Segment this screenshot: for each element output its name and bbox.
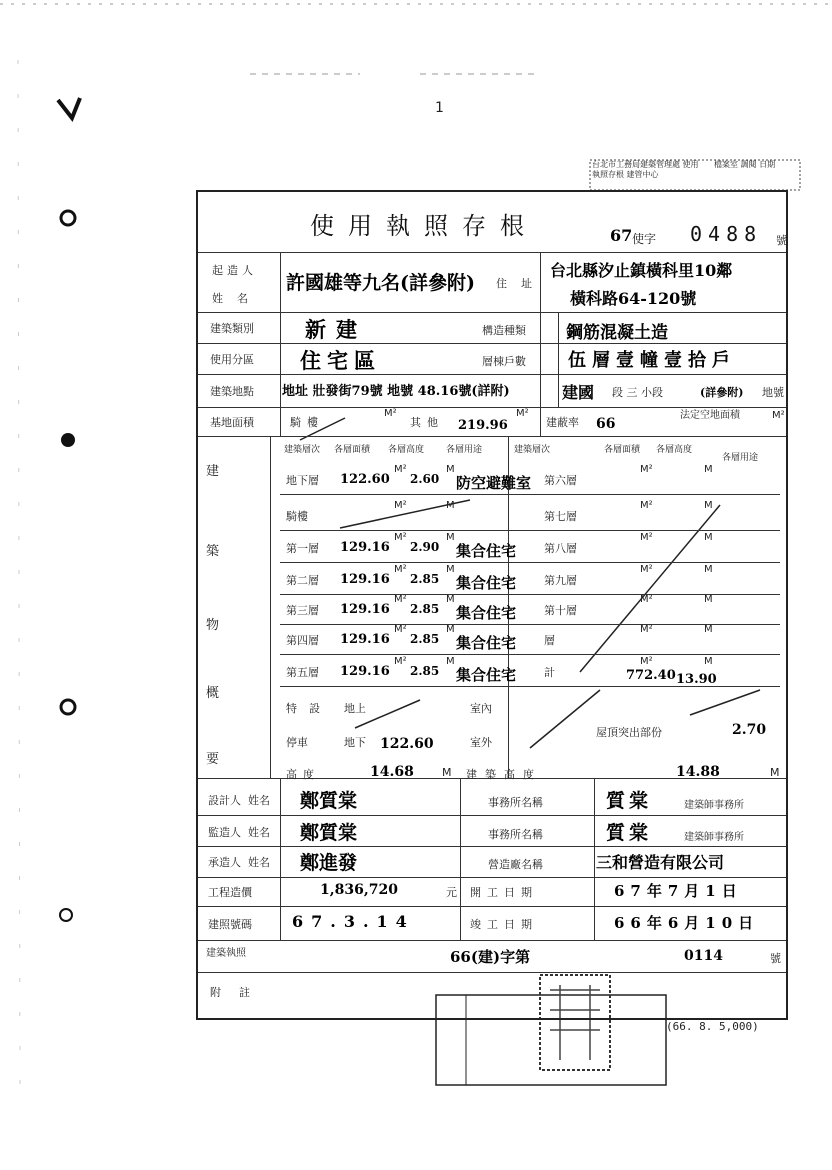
contractor-name: 鄭進發: [300, 852, 358, 874]
floor-rule: [280, 654, 780, 655]
floor-height: 2.85: [410, 572, 440, 586]
unit-m2: M²: [394, 594, 407, 605]
receipt-value: 66(建)字第: [450, 948, 531, 966]
unit-m2: M²: [772, 410, 785, 421]
unit-m2: M²: [394, 500, 407, 511]
designer-label: 設計人: [208, 794, 241, 807]
binding-hole: [61, 700, 75, 714]
floor-area: 129.16: [340, 572, 390, 587]
cost-unit: 元: [446, 886, 457, 899]
rule-v: [594, 778, 595, 940]
floor-use: 集合住宅: [456, 604, 517, 622]
unit-m: M: [446, 464, 455, 475]
unit-m2: M²: [640, 500, 653, 511]
floor-height: 2.85: [410, 664, 440, 678]
location-lot-label: 地號: [762, 386, 784, 399]
floors-header: 各層用途: [446, 445, 483, 455]
other-value: 219.96: [458, 418, 508, 433]
floor-area: 129.16: [340, 602, 390, 617]
owner-address-1: 台北縣汐止鎮橫科里10鄰: [550, 261, 733, 280]
designer-office-label: 事務所名稱: [488, 796, 543, 809]
floor-name: 騎樓: [286, 510, 308, 523]
unit-m: M: [704, 624, 713, 635]
unit-m: M: [446, 656, 455, 667]
form-title: 使用執照存根: [310, 212, 538, 240]
floors-header: 各層高度: [656, 445, 693, 455]
floor-area: 129.16: [340, 540, 390, 555]
floor-name: 第一層: [286, 542, 319, 555]
page-mark: 1: [435, 100, 444, 116]
unit-m2: M²: [516, 408, 529, 419]
rule: [198, 407, 786, 408]
unit-m2: M²: [384, 408, 397, 419]
total-height: 13.90: [676, 672, 717, 687]
floor-rule: [280, 494, 780, 495]
lot-label: 停車: [286, 736, 308, 749]
print-code: (66. 8. 5,000): [666, 1020, 759, 1033]
scan-edge: [18, 60, 20, 1100]
location-section: 段 三 小段: [612, 386, 663, 399]
unit-m2: M²: [640, 464, 653, 475]
other-label: 其他: [410, 416, 444, 429]
floor-name: 地下層: [286, 474, 319, 487]
owner-address-2: 橫科路64-120號: [570, 289, 697, 308]
unit-m2: M²: [394, 564, 407, 575]
unit-m2: M²: [394, 464, 407, 475]
coverage-value: 66: [596, 416, 616, 432]
floor-area: 122.60: [340, 472, 390, 487]
zone-label: 使用分區: [210, 353, 254, 366]
cost-value: 1,836,720: [320, 882, 398, 898]
category-label: 建築類別: [210, 322, 254, 335]
floor-name-right: 計: [544, 666, 555, 679]
roof-value: 2.70: [732, 722, 767, 738]
location-district: 建國: [562, 383, 595, 402]
floor-name-right: 第八層: [544, 542, 577, 555]
unit-m2: M²: [640, 656, 653, 667]
side-label: 物: [206, 618, 220, 633]
floor-name-right: 第九層: [544, 574, 577, 587]
floor-area: 129.16: [340, 664, 390, 679]
floors-header: 各層高度: [388, 445, 425, 455]
building-height-label: 建築高度: [466, 768, 542, 781]
total-area: 772.40: [626, 668, 676, 683]
receipt-number: 0114: [684, 948, 723, 964]
start-date-label: 開工日期: [470, 886, 538, 899]
unit-m: M: [704, 500, 713, 511]
height-label: 高度: [286, 768, 320, 781]
units-label: 層棟戶數: [482, 355, 526, 368]
floor-name-right: 第七層: [544, 510, 577, 523]
unit-m2: M²: [640, 624, 653, 635]
floor-name: 第四層: [286, 634, 319, 647]
floors-header: 各層面積: [334, 445, 371, 455]
rule-v: [460, 778, 461, 940]
supervisor-office-label: 事務所名稱: [488, 828, 543, 841]
floors-header: 各層面積: [604, 445, 641, 455]
unit-m: M: [704, 656, 713, 667]
supervisor-name-label: 姓名: [248, 826, 270, 839]
unit-m: M: [446, 564, 455, 575]
floor-height: 2.60: [410, 472, 440, 486]
floors-header: 建築層次: [284, 445, 321, 455]
finish-date-label: 竣工日期: [470, 918, 538, 931]
floors-header: 建築層次: [514, 445, 551, 455]
top-stamp-left: 台北市工務局建築管理處 使用執照存根 建管中心: [592, 160, 699, 179]
floor-height: 2.85: [410, 602, 440, 616]
unit-m: M: [704, 564, 713, 575]
special-label: 特設: [286, 702, 332, 715]
cert-number: 0488: [690, 222, 763, 246]
binding-hole: [61, 433, 75, 447]
floor-use: 集合住宅: [456, 542, 517, 560]
unit-m2: M²: [394, 532, 407, 543]
legal-open-label: 法定空地面積: [680, 410, 740, 421]
rule: [198, 846, 786, 847]
side-label: 概: [206, 686, 220, 701]
start-date: 67年7月1日: [614, 882, 743, 900]
height-value: 14.68: [370, 764, 414, 780]
out-label: 室外: [470, 736, 492, 749]
permit-label: 建照號碼: [208, 918, 252, 931]
binding-hole: [61, 211, 75, 225]
receipt-suffix: 號: [770, 952, 781, 965]
floor-use: 集合住宅: [456, 574, 517, 592]
binding-hole: [60, 909, 72, 921]
structure-label: 構造種類: [482, 324, 526, 337]
rule: [198, 906, 786, 907]
unit-m2: M²: [394, 624, 407, 635]
supervisor-office: 質棠: [606, 822, 653, 844]
floor-name: 第二層: [286, 574, 319, 587]
designer-office: 質棠: [606, 790, 653, 812]
supervisor-name: 鄭質棠: [300, 822, 358, 844]
roof-label: 屋頂突出部份: [596, 726, 662, 739]
owner-name: 許國雄等九名(詳參附): [286, 272, 475, 294]
unit-m: M: [442, 766, 452, 779]
rule: [198, 436, 786, 437]
cert-suffix: 號: [776, 234, 787, 247]
address-label: 住址: [496, 277, 546, 290]
floor-name-right: 第十層: [544, 604, 577, 617]
designer-name-label: 姓名: [248, 794, 270, 807]
rule-v: [270, 436, 271, 778]
unit-m2: M²: [640, 532, 653, 543]
owner-label: 起造人: [212, 264, 257, 277]
unit-m: M: [446, 624, 455, 635]
contractor-office-label: 營造廠名稱: [488, 858, 543, 871]
rule: [198, 940, 786, 941]
location-extra: (詳參附): [700, 386, 744, 399]
building-height-value: 14.88: [676, 764, 720, 780]
designer-office-suffix: 建築師事務所: [684, 800, 744, 811]
above-label: 地上: [344, 702, 366, 715]
rule: [198, 877, 786, 878]
rule: [198, 815, 786, 816]
contractor-office: 三和營造有限公司: [596, 853, 725, 872]
rule-v: [558, 312, 559, 407]
floor-use: 集合住宅: [456, 666, 517, 684]
designer-name: 鄭質棠: [300, 790, 358, 812]
unit-m2: M²: [640, 594, 653, 605]
coverage-label: 建蔽率: [546, 416, 579, 429]
in-label: 室內: [470, 702, 492, 715]
owner-name-label: 姓名: [212, 292, 262, 305]
rule: [198, 252, 786, 253]
floors-header: 各層用途: [722, 453, 759, 463]
unit-m: M: [446, 594, 455, 605]
arcade-label: 騎樓: [290, 416, 324, 429]
unit-m2: M²: [640, 564, 653, 575]
remark-label: 附註: [210, 986, 268, 999]
below-label: 地下: [344, 736, 366, 749]
floor-name-right: 層: [544, 634, 555, 647]
permit-value: 67.3.14: [292, 912, 415, 931]
unit-m: M: [704, 594, 713, 605]
zone-value: 住宅區: [300, 348, 381, 373]
floor-rule: [280, 562, 780, 563]
floor-name: 第三層: [286, 604, 319, 617]
floor-height: 2.90: [410, 540, 440, 554]
location-label: 建築地點: [210, 385, 254, 398]
below-value: 122.60: [380, 736, 434, 752]
rule: [198, 972, 786, 973]
cost-label: 工程造價: [208, 886, 252, 899]
rule: [198, 374, 786, 375]
contractor-label: 承造人: [208, 856, 241, 869]
rule: [198, 343, 786, 344]
unit-m2: M²: [394, 656, 407, 667]
unit-m: M: [446, 532, 455, 543]
site-area-label: 基地面積: [210, 416, 254, 429]
rule: [198, 312, 786, 313]
rule-v: [280, 252, 281, 436]
side-label: 要: [206, 752, 220, 767]
cert-year: 67: [610, 226, 633, 245]
side-label: 建: [206, 464, 220, 479]
floor-name-right: 第六層: [544, 474, 577, 487]
top-stamp-right: 檔案室 調閱 日期: [714, 160, 776, 169]
floor-use: 集合住宅: [456, 634, 517, 652]
floor-use: 防空避難室: [456, 474, 532, 492]
floor-area: 129.16: [340, 632, 390, 647]
cert-word: 使字: [632, 232, 657, 246]
rule-v: [280, 778, 281, 940]
unit-m: M: [770, 766, 780, 779]
units-value: 伍層壹幢壹拾戶: [568, 350, 736, 371]
supervisor-label: 監造人: [208, 826, 241, 839]
finish-date: 66年6月10日: [614, 914, 760, 932]
location-value: 地址 壯發街79號 地號 48.16號(詳附): [282, 384, 510, 399]
floor-name: 第五層: [286, 666, 319, 679]
side-label: 築: [206, 544, 220, 559]
unit-m: M: [446, 500, 455, 511]
scan-mark: [58, 98, 80, 118]
category-value: 新建: [305, 317, 367, 342]
unit-m: M: [704, 532, 713, 543]
contractor-name-label: 姓名: [248, 856, 270, 869]
receipt-label: 建築執照: [206, 948, 246, 959]
floor-height: 2.85: [410, 632, 440, 646]
unit-m: M: [704, 464, 713, 475]
structure-value: 鋼筋混凝土造: [566, 323, 668, 343]
supervisor-office-suffix: 建築師事務所: [684, 832, 744, 843]
floor-rule: [280, 530, 780, 531]
